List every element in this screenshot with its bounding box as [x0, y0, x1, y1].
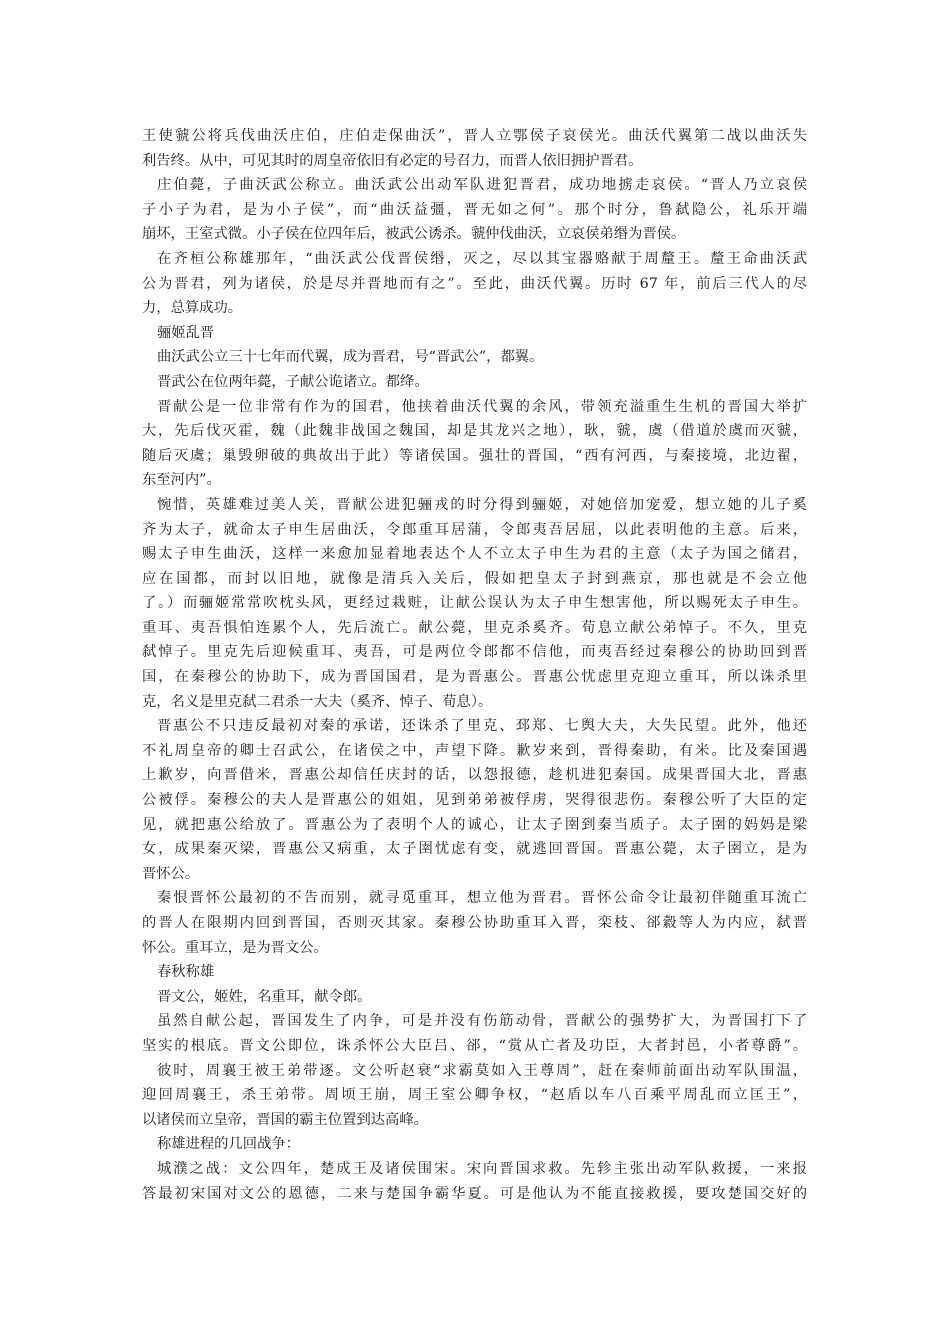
text-line: 齐为太子，就命太子申生居曲沃，令郎重耳居蒲，令郎夷吾居屈，以此表明他的主意。后来， [142, 521, 807, 538]
text-line: 城濮之战：文公四年，楚成王及诸侯围宋。宋向晋国求救。先轸主张出动军队救援，一来报 [157, 1160, 807, 1177]
text-line: 怀公。重耳立，是为晋文公。 [142, 939, 328, 956]
text-line: 弑悼子。里克先后迎候重耳、夷吾，可是两位令郎都不信他，而夷吾经过秦穆公的协助回到晋 [142, 644, 807, 661]
text-line: 随后灭虞；巢毁卵破的典故出于此）等诸侯国。强壮的晋国，“西有河西，与秦接境，北边翟， [142, 447, 807, 464]
text-line: 庄伯薨，子曲沃武公称立。曲沃武公出动军队进犯晋君，成功地掳走哀侯。“晋人乃立哀侯 [157, 177, 807, 194]
text-line: 子小子为君，是为小子侯”，而“曲沃益彊，晋无如之何”。那个时分，鲁弑隐公，礼乐开端 [142, 201, 807, 218]
text-line: 东至河内”。 [142, 472, 221, 489]
text-line: 以诸侯而立皇帝，晋国的霸主位置到达高峰。 [142, 1111, 428, 1128]
text-line: 国，在秦穆公的协助下，成为晋国国君，是为晋惠公。晋惠公忧虑里克迎立重耳，所以诛杀里 [142, 669, 807, 686]
text-line: 见，就把惠公给放了。晋惠公为了表明个人的诚心，让太子圉到秦当质子。太子圉的妈妈是梁 [142, 816, 807, 833]
text-line: 虽然自献公起，晋国发生了内争，可是并没有伤筋动骨，晋献公的强势扩大，为晋国打下了 [157, 1013, 807, 1030]
text-line: 晋武公在位两年薨，子献公诡诸立。都绛。 [157, 373, 429, 390]
text-line: 晋惠公不只违反最初对秦的承诺，还诛杀了里克、邳郑、七舆大夫，大失民望。此外，他还 [157, 718, 807, 735]
text-line: 重耳、夷吾惧怕连累个人，先后流亡。献公薨，里克杀奚齐。荀息立献公弟悼子。不久，里克 [142, 619, 807, 636]
text-line: 坚实的根底。晋文公即位，诛杀怀公大臣吕、郤，“赏从亡者及功臣，大者封邑，小者尊爵”。 [142, 1037, 807, 1054]
text-line: 彼时，周襄王被王弟带逐。文公听赵衰“求霸莫如入王尊周”，赶在秦师前面出动军队围温， [157, 1062, 807, 1079]
text-line: 在齐桓公称雄那年，“曲沃武公伐晋侯缗，灭之，尽以其宝器赂献于周釐王。釐王命曲沃武 [157, 250, 807, 267]
text-line: 不礼周皇帝的卿士召武公，在诸侯之中，声望下降。歉岁来到，晋得秦助，有米。比及秦国遇 [142, 742, 807, 759]
text-line: 女，成果秦灭梁，晋惠公又病重，太子圉忧虑有变，就逃回晋国。晋惠公薨，太子圉立，是为 [142, 841, 807, 858]
text-line: 的晋人在限期内回到晋国，否则灭其家。秦穆公协助重耳入晋，栾枝、郤縠等人为内应，弑晋 [142, 915, 807, 931]
text-line: 了。）而骊姬常常吹枕头风，更经过栽赃，让献公误认为太子申生想害他，所以赐死太子申生。 [142, 595, 807, 612]
text-line: 曲沃武公立三十七年而代翼，成为晋君，号“晋武公”，都翼。 [157, 349, 544, 366]
text-line: 公被俘。秦穆公的夫人是晋惠公的姐姐，见到弟弟被俘虏，哭得很悲伤。秦穆公听了大臣的定 [142, 792, 807, 809]
text-line: 利告终。从中，可见其时的周皇帝依旧有必定的号召力，而晋人依旧拥护晋君。 [142, 152, 643, 169]
text-line: 赐太子申生曲沃，这样一来愈加显着地表达个人不立太子申生为君的主意（太子为国之储君， [142, 546, 807, 563]
text-line: 崩坏，王室式微。小子侯在位四年后，被武公诱杀。虢仲伐曲沃，立哀侯弟缗为晋侯。 [142, 226, 686, 243]
text-line: 上歉岁，向晋借米，晋惠公却信任庆封的话，以怨报德，趁机进犯秦国。成果晋国大北，晋惠 [142, 767, 807, 784]
text-line: 晋文公，姬姓，名重耳，献令郎。 [157, 988, 372, 1005]
text-line: 王使虢公将兵伐曲沃庄伯，庄伯走保曲沃”，晋人立鄂侯子哀侯光。曲沃代翼第二战以曲沃失 [142, 128, 807, 144]
text-line: 应在国都，而封以旧地，就像是清兵入关后，假如把皇太子封到燕京，那也就是不会立他 [142, 570, 807, 587]
text-line: 答最初宋国对文公的恩德，二来与楚国争霸华夏。可是他认为不能直接救援，要攻楚国交好的 [142, 1185, 807, 1202]
text-line: 大，先后伐灭霍，魏（此魏非战国之魏国，却是其龙兴之地），耿，虢，虞（借道於虞而灭虢， [142, 423, 807, 440]
text-line: 秦恨晋怀公最初的不告而别，就寻觅重耳，想立他为晋君。晋怀公命令让最初伴随重耳流亡 [157, 890, 807, 907]
text-line: 力，总算成功。 [142, 300, 243, 317]
document-body [142, 124, 807, 1206]
text-line: 晋献公是一位非常有作为的国君，他挟着曲沃代翼的余风，带领充溢重生生机的晋国大举扩 [157, 398, 807, 415]
text-line: 春秋称雄 [157, 964, 215, 981]
text-line: 惋惜，英雄难过美人关，晋献公进犯骊戎的时分得到骊姬，对她倍加宠爱，想立她的儿子奚 [157, 496, 807, 513]
text-line: 公为晋君，列为诸侯，於是尽并晋地而有之”。至此，曲沃代翼。历时 67 年，前后三代人的尽 [142, 275, 807, 292]
text-line: 克，名义是里克弑二君杀一大夫（奚齐、悼子、荀息）。 [142, 693, 493, 710]
text-line: 迎回周襄王，杀王弟带。周顷王崩，周王室公卿争权，“赵盾以车八百乘平周乱而立匡王”， [142, 1087, 807, 1104]
text-line: 骊姬乱晋 [157, 324, 215, 341]
text-line: 称雄进程的几回战争： [157, 1136, 300, 1153]
text-line: 晋怀公。 [142, 865, 200, 882]
